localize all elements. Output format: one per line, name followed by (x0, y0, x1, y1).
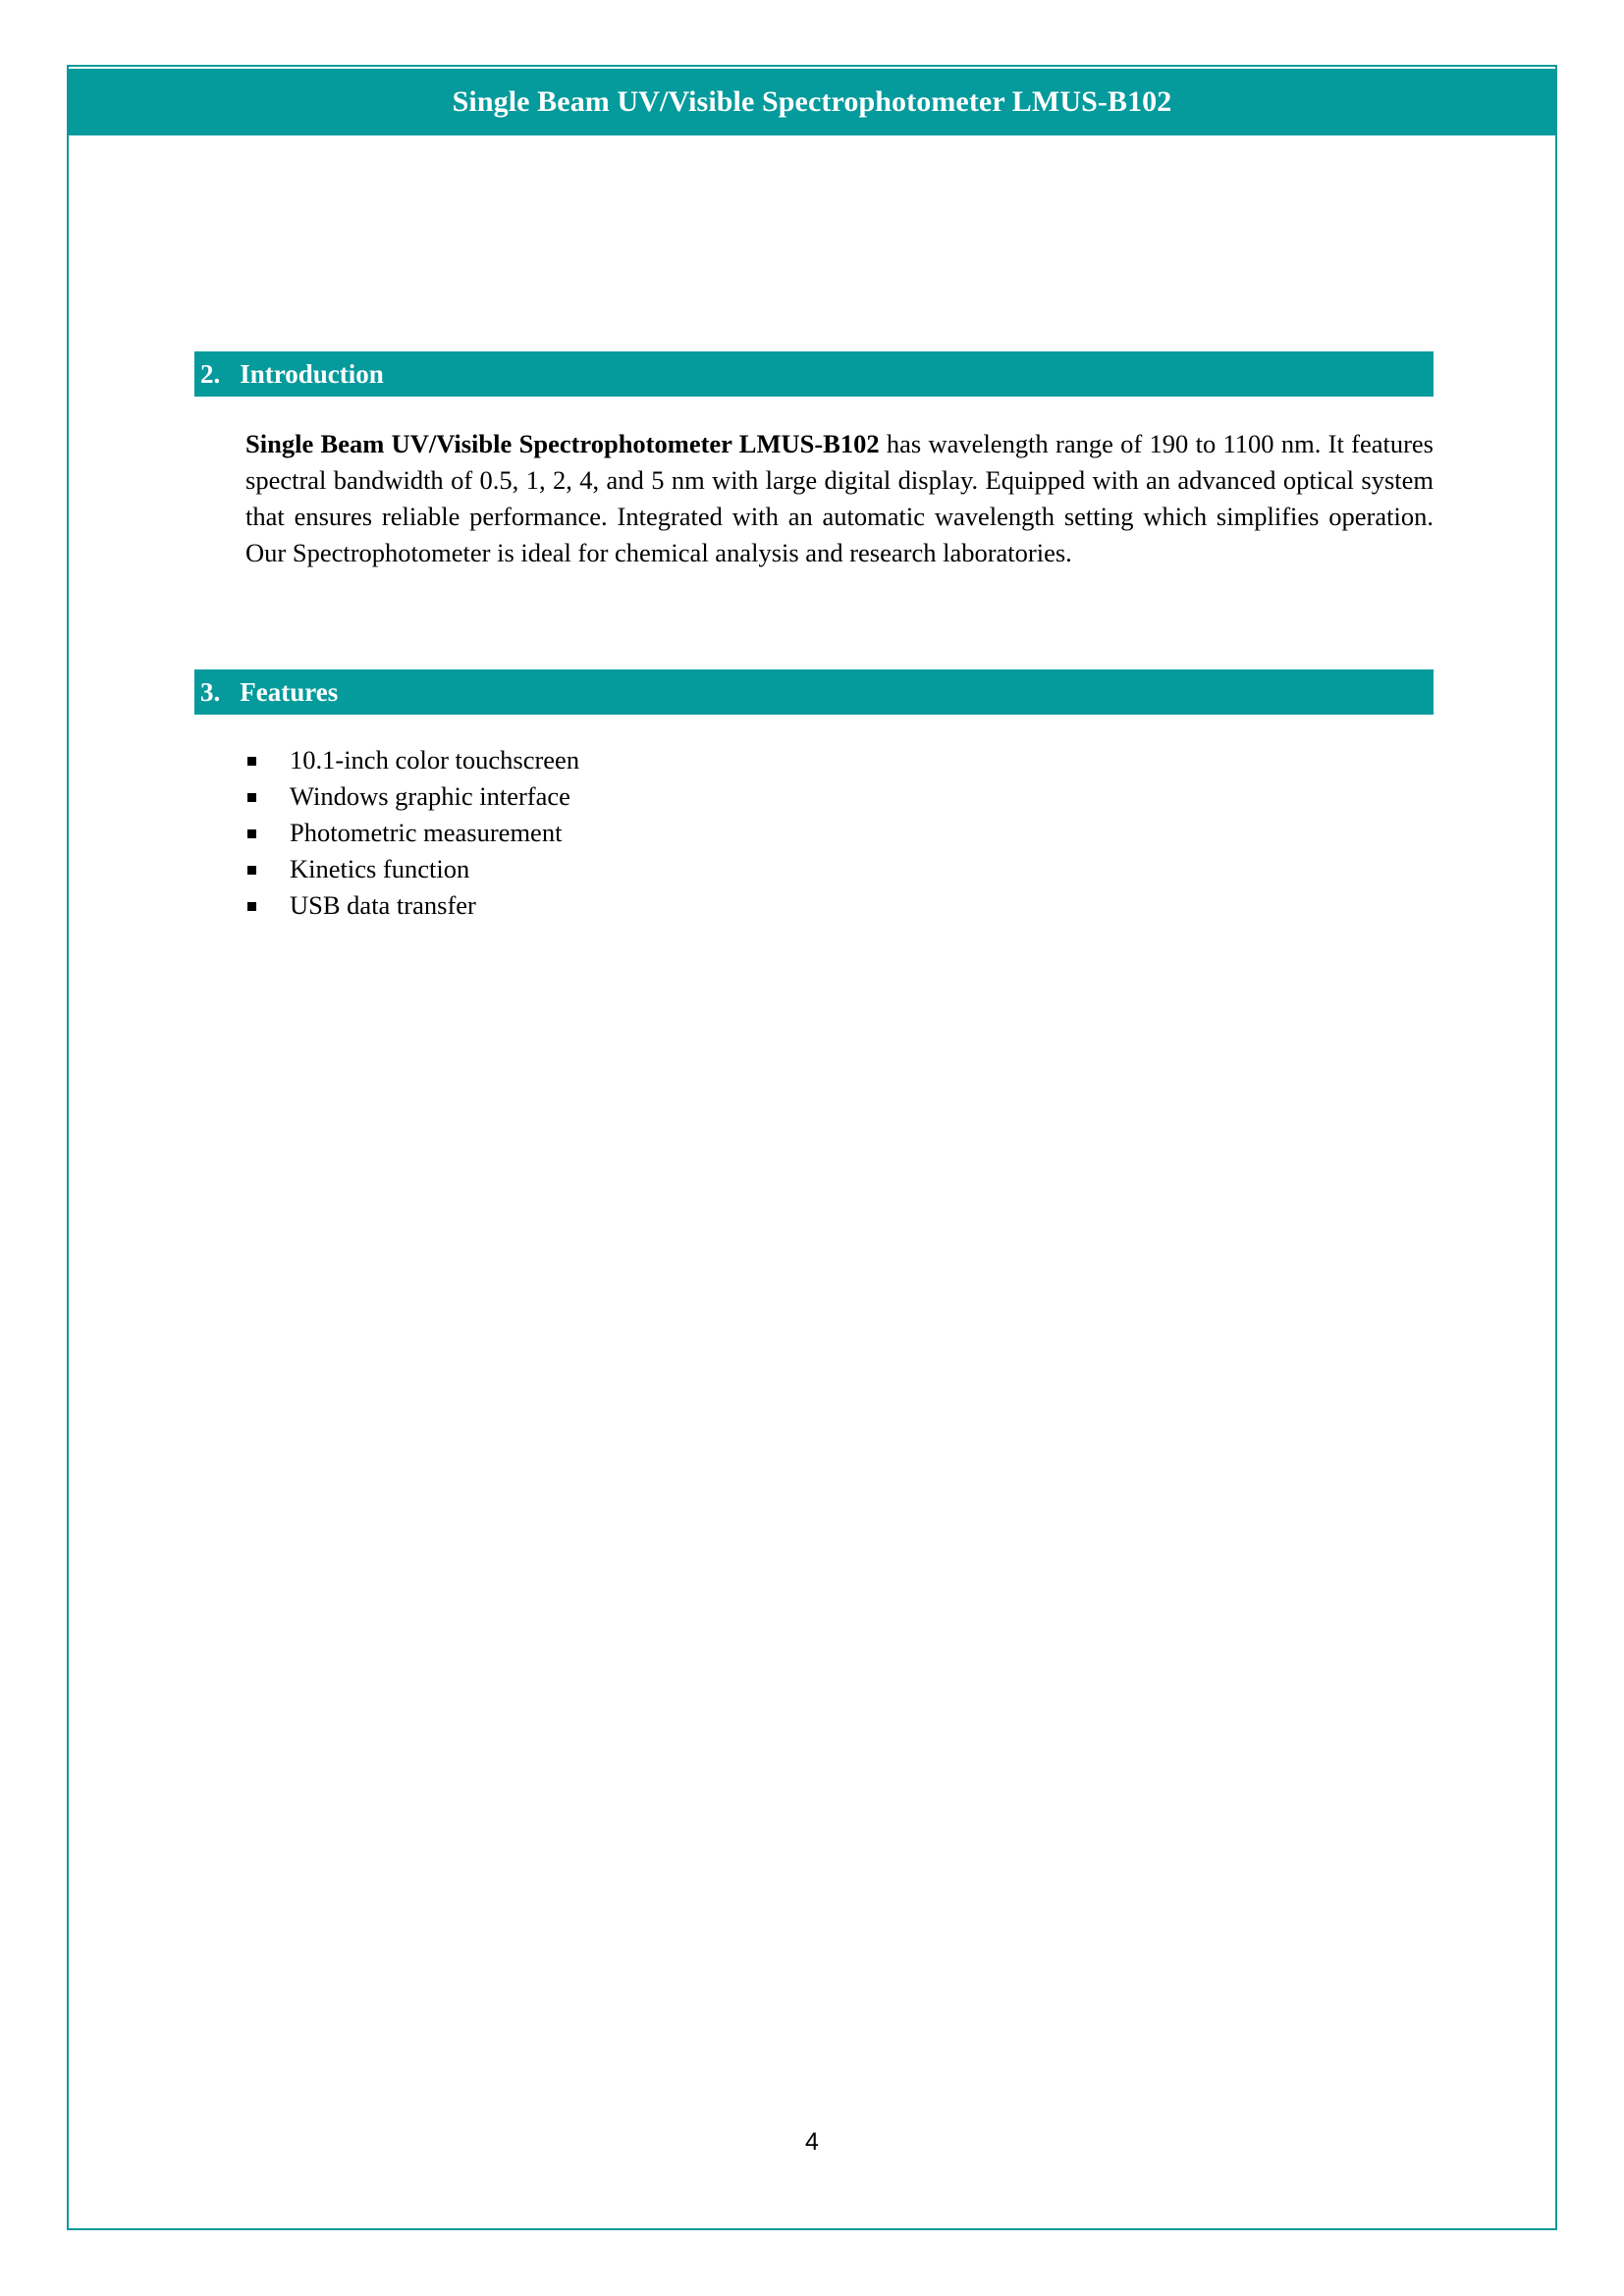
document-content (194, 351, 1434, 924)
section-spacer (194, 571, 1434, 669)
page-number: 4 (805, 2128, 819, 2156)
square-bullet-icon (247, 793, 256, 802)
list-item (247, 851, 1434, 887)
section-title-introduction: Introduction (240, 358, 384, 389)
list-item-label: Kinetics function (290, 854, 470, 883)
list-item (247, 815, 1434, 851)
list-item-label: Photometric measurement (290, 818, 563, 847)
document-header-banner (69, 69, 1555, 135)
introduction-paragraph-rest: has wavelength range of 190 to 1100 nm. It features spectral bandwidth of 0.5, 1, 2, 4, and 5 nm with large digital display. Equipped with an advanced optical system that ensures reliable performance. Integrated with an automatic wavelength setting which simplifies operation. Our Spectrophotometer is ideal for chemical analysis and research laboratories. (245, 429, 1434, 567)
list-item (247, 887, 1434, 924)
square-bullet-icon (247, 866, 256, 875)
square-bullet-icon (247, 902, 256, 911)
square-bullet-icon (247, 757, 256, 766)
section-number-introduction: 2. (200, 358, 221, 389)
introduction-paragraph (245, 426, 1434, 571)
introduction-body (194, 426, 1434, 571)
list-item-label: Windows graphic interface (290, 781, 570, 811)
section-title-features: Features (240, 676, 339, 707)
list-item (247, 742, 1434, 778)
square-bullet-icon (247, 829, 256, 838)
section-heading-features (194, 669, 1434, 715)
document-title: Single Beam UV/Visible Spectrophotometer LMUS-B102 (452, 85, 1172, 118)
section-number-features: 3. (200, 676, 221, 707)
section-heading-introduction (194, 351, 1434, 397)
list-item-label: 10.1-inch color touchscreen (290, 745, 580, 774)
list-item (247, 778, 1434, 815)
features-list (194, 742, 1434, 924)
introduction-paragraph-lead: Single Beam UV/Visible Spectrophotometer LMUS-B102 (245, 429, 880, 458)
list-item-label: USB data transfer (290, 890, 476, 920)
